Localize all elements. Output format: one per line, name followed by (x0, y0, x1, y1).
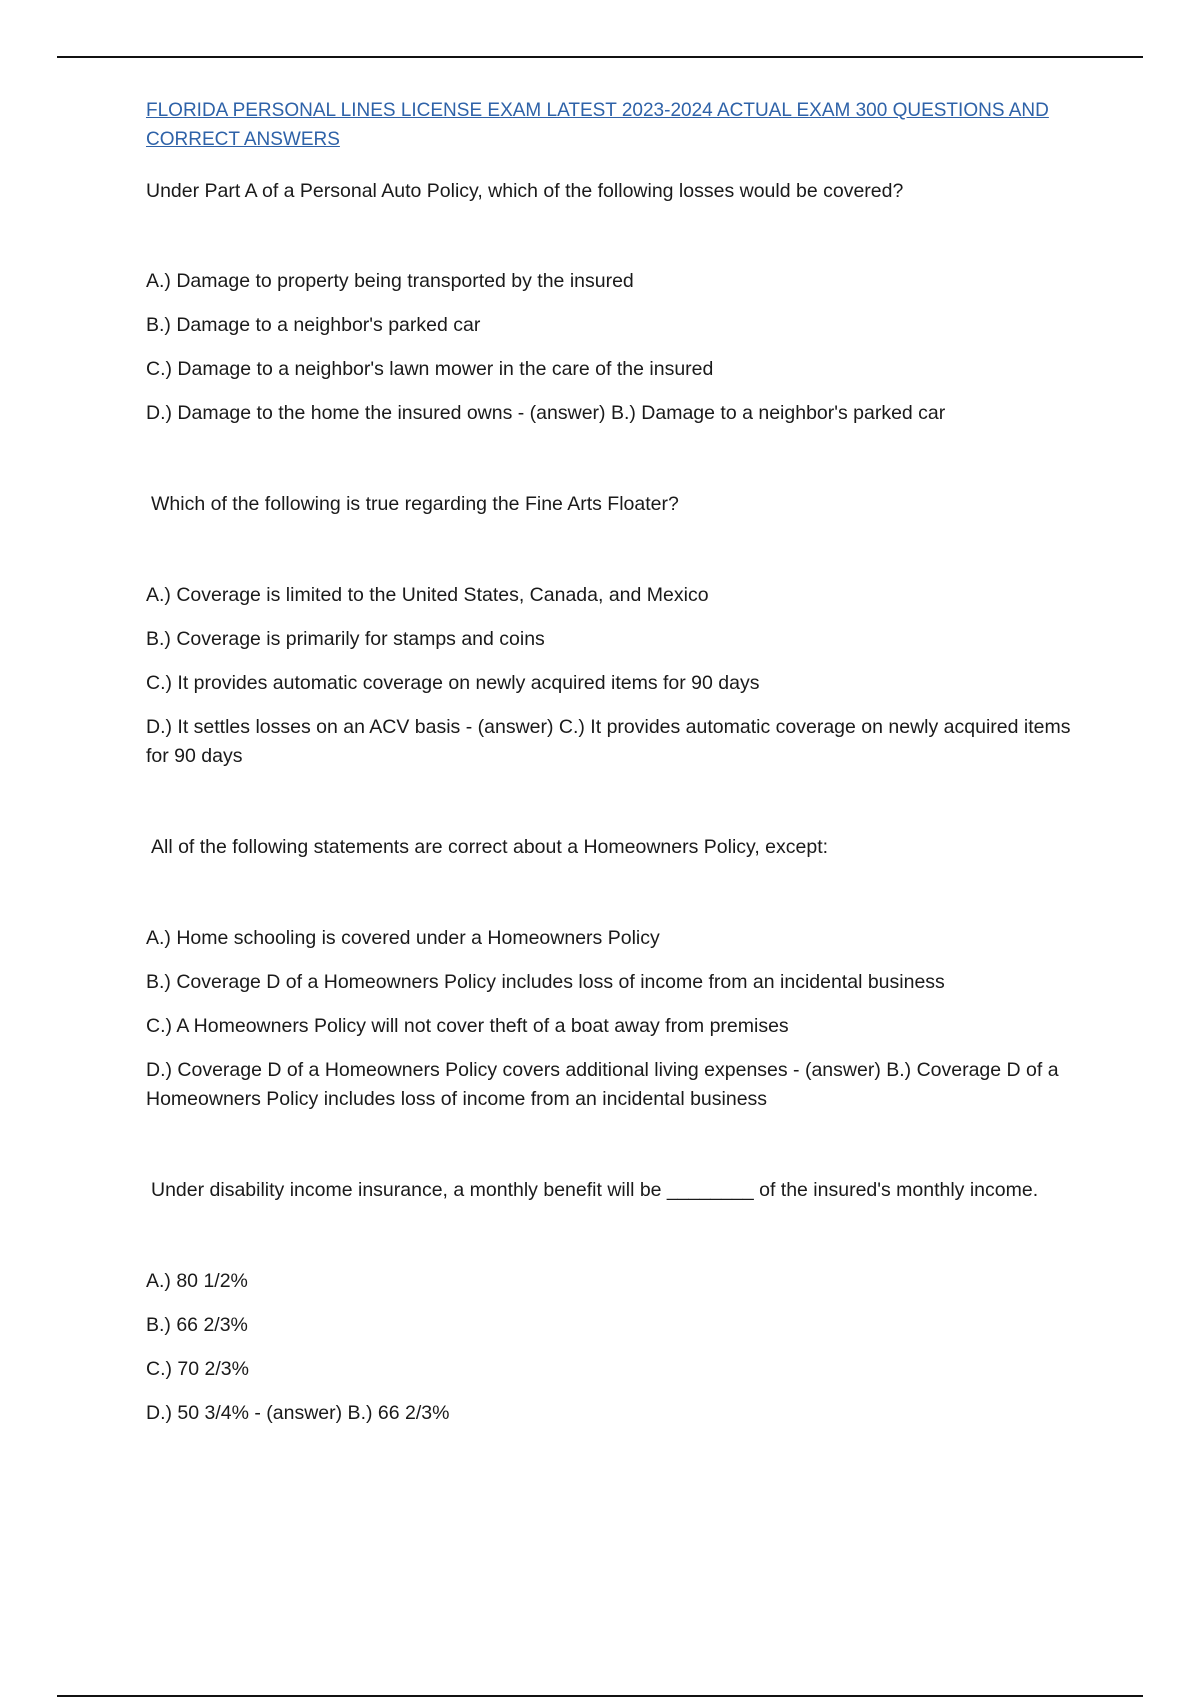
question-block-3 (146, 833, 1096, 1114)
question-text: Which of the following is true regarding the Fine Arts Floater? (151, 493, 679, 515)
option-c: C.) A Homeowners Policy will not cover theft of a boat away from premises (146, 1015, 789, 1037)
question-block-2 (146, 490, 1096, 771)
option-b: B.) Coverage D of a Homeowners Policy includes loss of income from an incidental business (146, 971, 945, 993)
option-a: A.) Home schooling is covered under a Homeowners Policy (146, 927, 660, 949)
option-list (146, 581, 1096, 771)
option-d-answer: D.) 50 3/4% - (answer) B.) 66 2/3% (146, 1402, 450, 1424)
question-text: All of the following statements are correct about a Homeowners Policy, except: (151, 836, 829, 858)
option-d-answer: D.) Coverage D of a Homeowners Policy covers additional living expenses - (answer) B.) Coverage D of a Homeowners Policy includes loss of income from an incidental business (146, 1059, 1059, 1110)
question-block-4 (146, 1176, 1096, 1428)
option-b: B.) 66 2/3% (146, 1314, 248, 1336)
option-d-answer: D.) It settles losses on an ACV basis - (answer) C.) It provides automatic coverage on newly acquired items for 90 days (146, 716, 1071, 767)
question-text: Under disability income insurance, a monthly benefit will be ________ of the insured's monthly income. (151, 1179, 1039, 1201)
option-a: A.) Damage to property being transported by the insured (146, 270, 634, 292)
top-rule (57, 56, 1143, 58)
document-body (146, 96, 1096, 1490)
option-a: A.) Coverage is limited to the United States, Canada, and Mexico (146, 584, 709, 606)
question-block-1 (146, 177, 1096, 428)
option-b: B.) Damage to a neighbor's parked car (146, 314, 481, 336)
option-c: C.) It provides automatic coverage on newly acquired items for 90 days (146, 672, 760, 694)
option-list (146, 924, 1096, 1114)
option-c: C.) 70 2/3% (146, 1358, 249, 1380)
option-list (146, 1267, 1096, 1428)
option-b: B.) Coverage is primarily for stamps and coins (146, 628, 545, 650)
option-list (146, 267, 1096, 428)
option-c: C.) Damage to a neighbor's lawn mower in the care of the insured (146, 358, 714, 380)
question-text: Under Part A of a Personal Auto Policy, which of the following losses would be covered? (146, 180, 904, 202)
bottom-rule (57, 1695, 1143, 1697)
option-d-answer: D.) Damage to the home the insured owns - (answer) B.) Damage to a neighbor's parked car (146, 402, 946, 424)
option-a: A.) 80 1/2% (146, 1270, 248, 1292)
document-title-link[interactable]: FLORIDA PERSONAL LINES LICENSE EXAM LATEST 2023-2024 ACTUAL EXAM 300 QUESTIONS AND CORRECT ANSWERS (146, 100, 1049, 150)
